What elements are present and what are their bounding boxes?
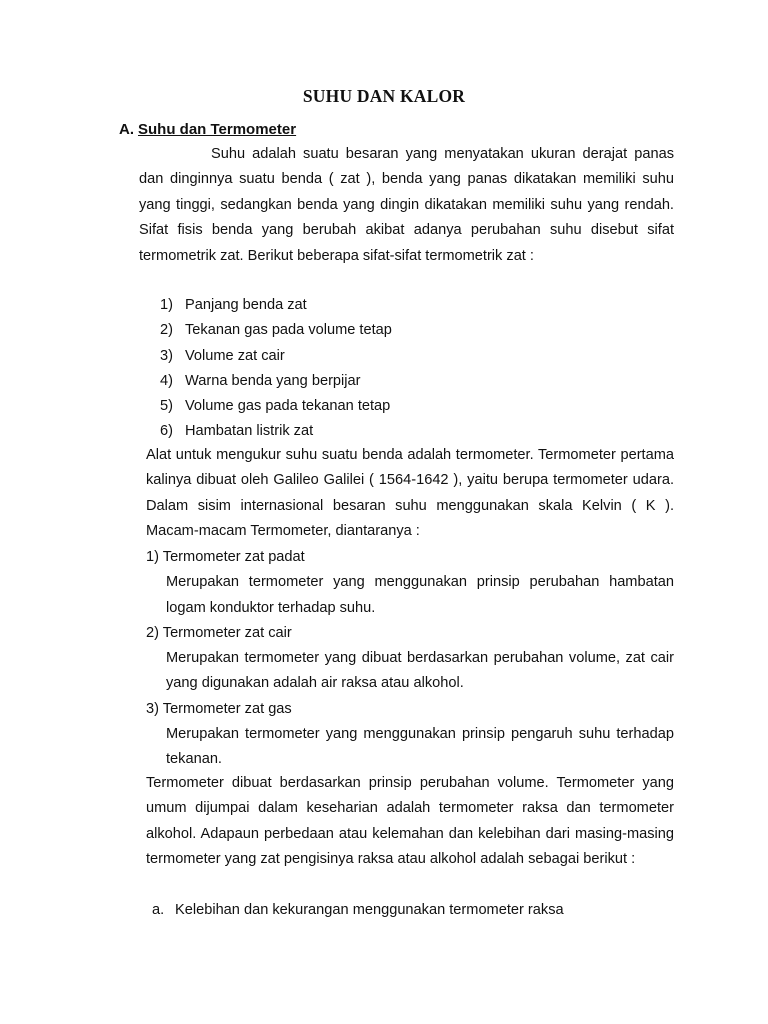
intro-first-line: Suhu adalah suatu besaran yang menyatakan ukuran derajat: [211, 146, 628, 162]
list-item: [160, 318, 392, 343]
list-text: Hambatan listrik zat: [185, 423, 314, 440]
list-text: Tekanan gas pada volume tetap: [185, 322, 392, 339]
list-item: [160, 344, 392, 369]
list-number: 3): [160, 347, 173, 364]
list-number: 5): [160, 398, 173, 415]
intro-rest: panas dan dinginnya suatu benda ( zat ), benda yang panas dikatakan memiliki suhu yang tinggi, sedangkan benda yang dingin dikatakan memiliki suhu yang rendah. Sifat fisis benda yang berubah akibat adanya perubahan suhu disebut sifat termometrik zat. Berikut beberapa sifat-sifat termometrik zat :: [139, 146, 674, 264]
subpoint-letter: a.: [152, 902, 165, 918]
section-letter: A.: [119, 121, 134, 138]
thermometer-type-heading: 3) Termometer zat gas: [146, 700, 292, 717]
list-text: Panjang benda zat: [185, 297, 307, 313]
thermometer-type-description: Merupakan termometer yang menggunakan prinsip pengaruh suhu terhadap tekanan.: [166, 726, 674, 768]
thermometer-type-description: Merupakan termometer yang menggunakan prinsip perubahan hambatan logam konduktor terhadap suhu.: [166, 574, 674, 616]
thermometer-type-heading: 2) Termometer zat cair: [146, 624, 292, 641]
thermometric-properties-list: [160, 293, 392, 445]
subpoint-text: Kelebihan dan kekurangan menggunakan termometer raksa: [175, 902, 564, 918]
list-item: [160, 394, 392, 419]
thermometer-type-heading: 1) Termometer zat padat: [146, 549, 305, 565]
list-number: 2): [160, 322, 173, 339]
thermometer-types-list: [146, 545, 674, 773]
thermometer-type-description: Merupakan termometer yang dibuat berdasarkan perubahan volume, zat cair yang digunakan adalah air raksa atau alkohol.: [166, 650, 674, 692]
list-number: 1): [160, 297, 173, 313]
section-title: Suhu dan Termometer: [138, 121, 297, 138]
section-heading: [119, 121, 296, 138]
list-number: 4): [160, 372, 173, 389]
list-text: Warna benda yang berpijar: [185, 372, 361, 389]
list-number: 6): [160, 423, 173, 440]
document-title: SUHU DAN KALOR: [302, 86, 466, 106]
list-text: Volume gas pada tekanan tetap: [185, 398, 391, 415]
thermometer-paragraph: Alat untuk mengukur suhu suatu benda adalah termometer. Termometer pertama kalinya dibuat oleh Galileo Galilei ( 1564-1642 ), yaitu berupa termometer udara. Dalam sisim internasional besaran suhu menggunakan skala Kelvin ( K ). Macam-macam Termometer, diantaranya :: [146, 447, 674, 540]
intro-paragraph: [139, 142, 674, 269]
list-item: [160, 419, 392, 444]
subpoint: [152, 898, 564, 923]
comparison-paragraph: Termometer dibuat berdasarkan prinsip perubahan volume. Termometer yang umum dijumpai dalam keseharian adalah termometer raksa dan termometer alkohol. Adapaun perbedaan atau kelemahan dan kelebihan dari masing-masing termometer yang zat pengisinya raksa atau alkohol adalah sebagai berikut :: [146, 775, 674, 868]
list-item: [160, 369, 392, 394]
list-item: [160, 293, 392, 318]
list-text: Volume zat cair: [185, 347, 285, 364]
